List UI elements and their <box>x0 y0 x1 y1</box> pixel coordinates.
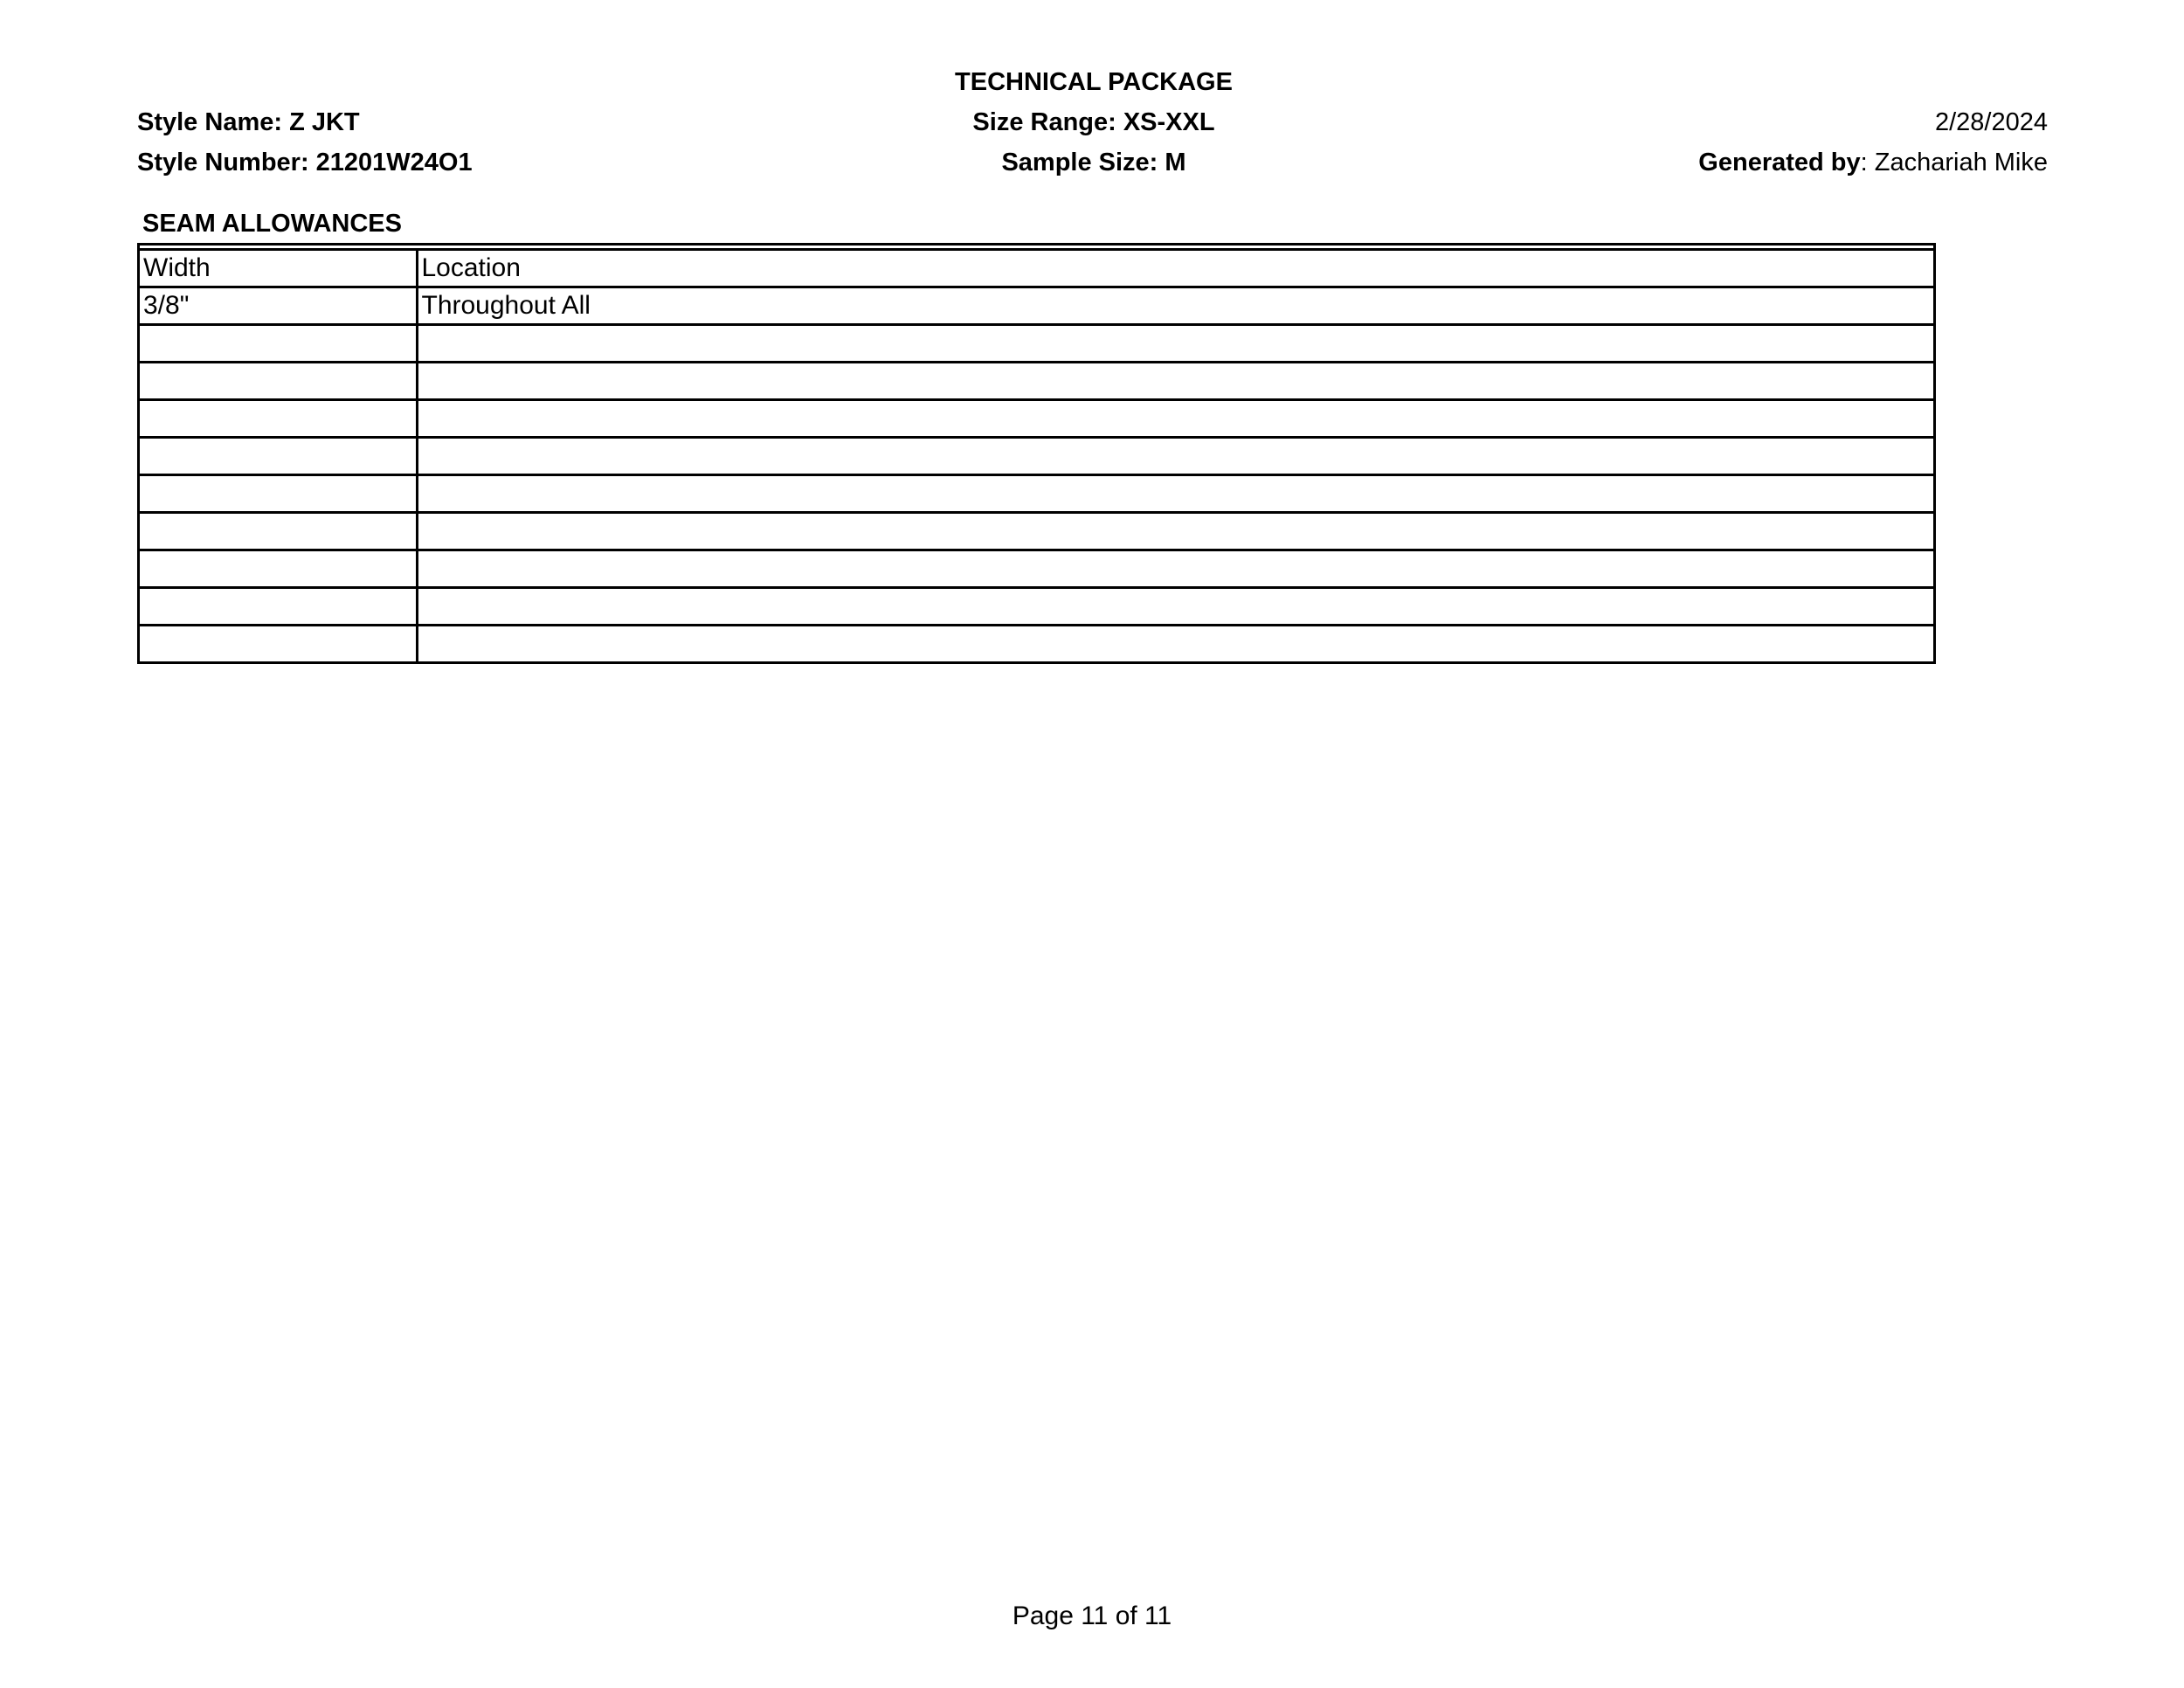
cell-width <box>140 400 417 438</box>
cell-location <box>417 475 1933 513</box>
style-number: Style Number: 21201W24O1 <box>137 149 473 176</box>
table-row <box>140 475 1933 513</box>
table-row <box>140 550 1933 588</box>
cell-location <box>417 550 1933 588</box>
seam-allowances-table-frame <box>137 243 1936 664</box>
cell-location <box>417 438 1933 475</box>
cell-location <box>417 588 1933 626</box>
document-title: TECHNICAL PACKAGE <box>955 68 1233 96</box>
document-date: 2/28/2024 <box>1934 108 2048 136</box>
cell-width <box>140 626 417 662</box>
style-name: Style Name: Z JKT <box>137 108 360 136</box>
generated-by-value: : Zachariah Mike <box>1860 149 2048 176</box>
table-row <box>140 363 1933 400</box>
cell-width <box>140 363 417 400</box>
cell-location <box>417 363 1933 400</box>
table-row <box>140 438 1933 475</box>
cell-width <box>140 325 417 363</box>
section-title: SEAM ALLOWANCES <box>142 210 402 238</box>
cell-width <box>140 513 417 550</box>
cell-width <box>140 588 417 626</box>
cell-location <box>417 626 1933 662</box>
sample-size: Sample Size: M <box>1001 149 1186 176</box>
table-row <box>140 325 1933 363</box>
column-header-location: Location <box>417 250 1933 287</box>
size-range: Size Range: XS-XXL <box>972 108 1215 136</box>
cell-width <box>140 550 417 588</box>
cell-width <box>140 475 417 513</box>
generated-by-label: Generated by <box>1698 149 1861 176</box>
cell-width: 3/8" <box>140 287 417 325</box>
table-row <box>140 588 1933 626</box>
page-number: Page 11 of 11 <box>1012 1602 1172 1630</box>
table-header-row <box>140 250 1933 287</box>
table-row <box>140 400 1933 438</box>
seam-allowances-table <box>140 248 1933 661</box>
cell-location <box>417 400 1933 438</box>
table-row <box>140 287 1933 325</box>
generated-by <box>1698 147 2048 178</box>
cell-location <box>417 513 1933 550</box>
cell-location <box>417 325 1933 363</box>
table-row <box>140 626 1933 662</box>
cell-location: Throughout All <box>417 287 1933 325</box>
cell-width <box>140 438 417 475</box>
table-row <box>140 513 1933 550</box>
column-header-width: Width <box>140 250 417 287</box>
